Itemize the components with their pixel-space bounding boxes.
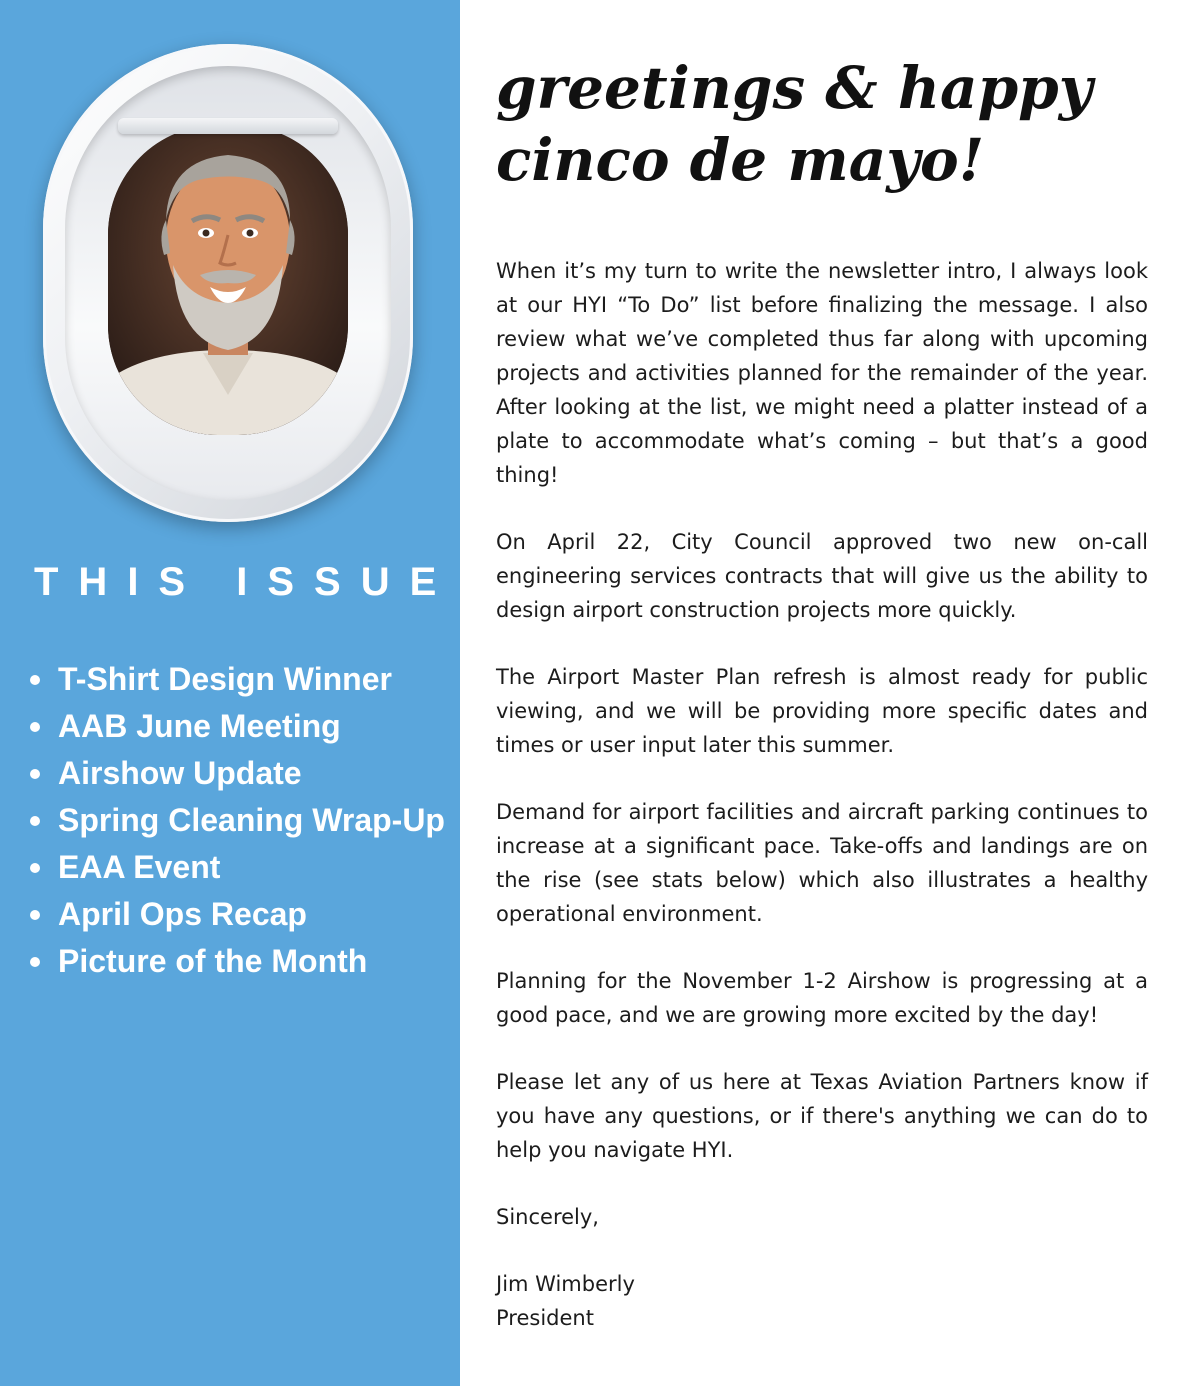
issue-item: AAB June Meeting [30, 703, 450, 750]
sidebar [0, 0, 490, 1386]
letter-paragraph: When it’s my turn to write the newsletter intro, I always look at our HYI “To Do” list before finalizing the message. I also review what we’ve completed thus far along with upcoming projects and activities planned for the remainder of the year. After looking at the list, we might need a platter instead of a plate to accommodate what’s coming – but that’s a good thing! [496, 259, 1148, 487]
letter-closing: Sincerely, [496, 1205, 599, 1229]
this-issue-heading: THIS ISSUE: [34, 560, 490, 604]
letter-paragraph: Please let any of us here at Texas Aviation Partners know if you have any questions, or if there's anything we can do to help you navigate HYI. [496, 1070, 1148, 1162]
letter-body [496, 254, 1148, 1368]
letter-paragraph: Planning for the November 1-2 Airshow is progressing at a good pace, and we are growing more excited by the day! [496, 969, 1148, 1027]
signature-block [496, 1267, 1148, 1335]
greeting-line-2: cinco de mayo! [496, 126, 985, 194]
letter-paragraph: On April 22, City Council approved two new on-call engineering services contracts that will give us the ability to design airport construction projects more quickly. [496, 530, 1148, 622]
president-portrait [108, 125, 348, 435]
issue-item: T-Shirt Design Winner [30, 656, 450, 703]
issue-item: Spring Cleaning Wrap-Up [30, 797, 450, 844]
greeting-line-1: greetings & happy [496, 54, 1093, 122]
issue-item: Airshow Update [30, 750, 450, 797]
window-shade [118, 118, 338, 134]
signer-title: President [496, 1306, 594, 1330]
issue-item: Picture of the Month [30, 938, 450, 985]
letter-paragraph: Demand for airport facilities and aircraft parking continues to increase at a significant pace. Take-offs and landings are on the rise (see stats below) which also illustrates a healthy operational environment. [496, 800, 1148, 926]
signer-name: Jim Wimberly [496, 1272, 635, 1296]
issue-item: April Ops Recap [30, 891, 450, 938]
issue-list [30, 656, 450, 985]
greeting-title [496, 52, 1116, 196]
letter-paragraph: The Airport Master Plan refresh is almost ready for public viewing, and we will be providing more specific dates and times or user input later this summer. [496, 665, 1148, 757]
issue-item: EAA Event [30, 844, 450, 891]
